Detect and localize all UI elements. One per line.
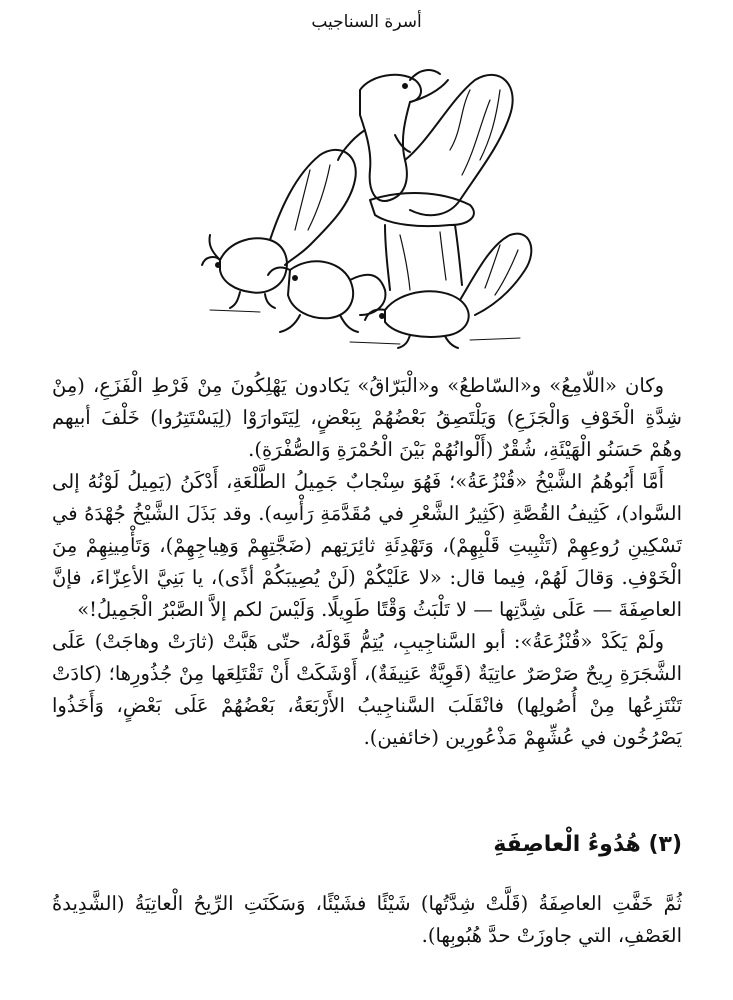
paragraph-4: ثُمَّ خَفَّتِ العاصِفَةُ (قَلَّتْ شِدَّتُها) شَيْئًا فشَيْئًا، وَسَكَنَتِ الرِّيحُ الْعاتِيَةُ (الشَّدِيدةُ العَصْفِ، التي جاوزَتْ حدَّ هُبُوبِها). [52, 892, 682, 947]
squirrels-drawing [200, 60, 540, 350]
paragraph-2: أَمَّا أَبُوهُمُ الشَّيْخُ «قُنْزُعَةُ»؛ فَهُوَ سِنْجابٌ جَمِيلُ الطَّلْعَةِ، أَدْكَنُ (يَمِيلُ لَوْنُهُ إلى السَّواد)، كَثِيفُ القُصَّةِ (كَثِيرُ الشَّعْرِ في مُقَدَّمَةِ رَأْسِه). وقد بَذَلَ الشَّيْخُ جُهْدَهُ في تَسْكِينِ رُوعِهِمْ (تَثْبِيتِ قَلْبِهِمْ)، وَتَهْدِئَةِ ثائِرَتِهم (ضَجَّتِهِمْ وَهِياجِهِمْ)، وَتَأْمِينِهِمْ مِنَ الْخَوْفِ. وَقالَ لَهُمْ، فِيما قال: «لا عَلَيْكُمْ (لَنْ يُصِيبَكُمْ أذًى)، يا بَنِيَّ الأعِزّاءَ، فإنَّ العاصِفَةَ — عَلَى شِدَّتِها — لا تَلْبَثُ وَقْتًا طَوِيلًا. وَلَيْسَ لكم إلاَّ الصَّبْرُ الْجَمِيلُ!» [52, 470, 682, 621]
section-text [52, 888, 682, 952]
tree-stump [370, 193, 474, 290]
left-squirrel [202, 150, 356, 308]
squirrels-illustration [200, 60, 540, 350]
paragraph-1: وكان «اللّامِعُ» و«السّاطعُ» و«الْبَرّاقُ» يَكادون يَهْلِكُونَ مِنْ فَرْطِ الْفَزَعِ، (مِنْ شِدَّةِ الْخَوْفِ وَالْجَزَعِ) وَيَلْتَصِقُ بَعْضُهُمْ بِبَعْضٍ، لِيَتَوارَوْا (لِيَسْتَتِرُوا) خَلْفَ أبيهم وهُمْ حَسَنُو الْهَيْئَةِ، شُقْرٌ (أَلْوانُهُمْ بَيْنَ الْحُمْرَةِ وَالصُّفْرَةِ). [52, 374, 682, 461]
running-head: أسرة السناجيب [311, 12, 422, 32]
section-heading: (٣) هُدُوءُ الْعاصِفَةِ [493, 832, 682, 857]
body-text [52, 370, 682, 754]
paragraph-3: ولَمْ يَكَدْ «قُنْزُعَةُ»: أبو السَّناجِيبِ، يُتِمُّ قَوْلَهُ، حتّى هَبَّتْ (ثارَتْ وهاجَتْ) عَلَى الشَّجَرَةِ رِيحٌ صَرْصَرٌ عاتِيَةٌ (قَوِيَّةٌ عَنِيفَةٌ)، أَوْشَكَتْ أَنْ تَقْتَلِعَها مِنْ جُذُورِها؛ (كادَتْ تَنْتَزِعُها مِنْ أُصُولِها) فانْقَلَبَ السَّناجِيبُ الأَرْبَعَةُ، بَعْضُهُمْ عَلَى بَعْضٍ، وَأَخَذُوا يَصْرُخُون في عُشِّهِمْ مَذْعُورِين (خائفين). [52, 630, 682, 749]
